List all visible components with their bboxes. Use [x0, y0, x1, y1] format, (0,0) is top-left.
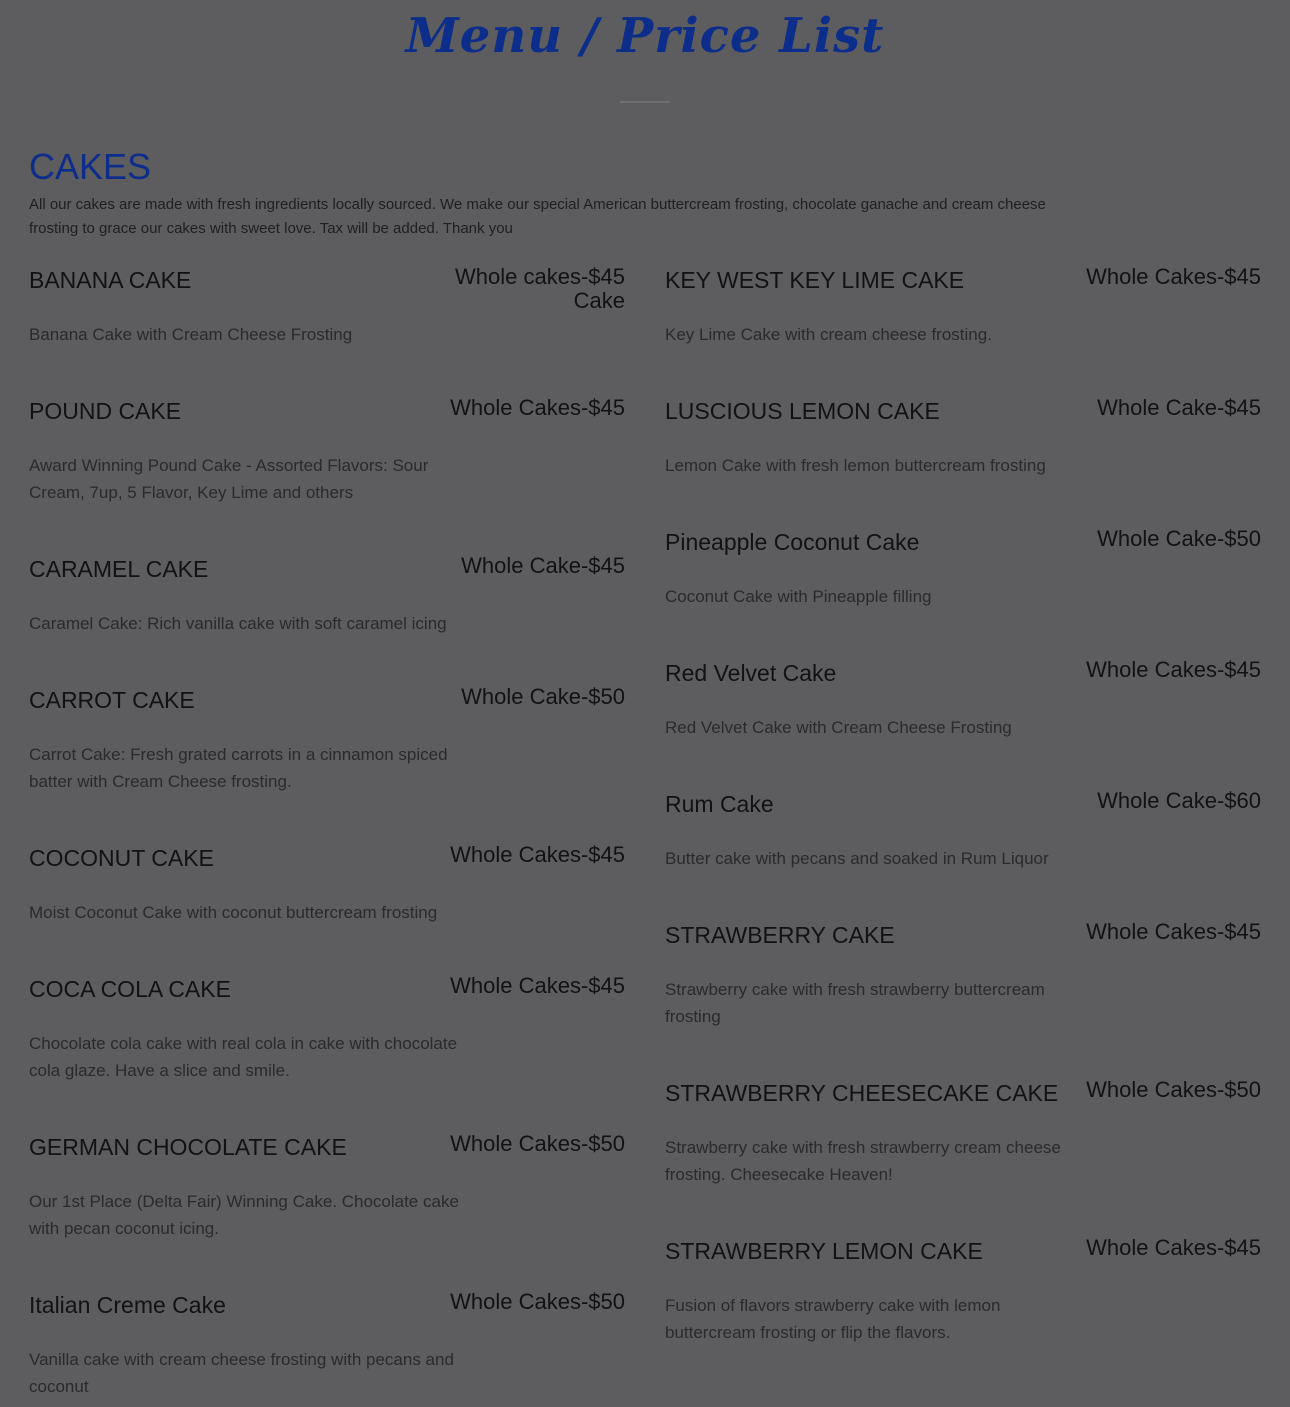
item-name: KEY WEST KEY LIME CAKE: [665, 267, 965, 293]
item-price: Whole cakes-$45 Cake: [455, 264, 625, 313]
menu-item: [29, 1287, 625, 1407]
item-description: Moist Coconut Cake with coconut buttercream frosting: [29, 903, 438, 922]
menu-item: [29, 971, 625, 1129]
menu-item: [29, 682, 625, 840]
menu-item: [665, 786, 1261, 917]
item-price: Whole Cakes-$45: [1086, 1235, 1261, 1260]
item-name: GERMAN CHOCOLATE CAKE: [29, 1134, 347, 1160]
item-price: Whole Cakes-$45: [450, 842, 625, 867]
menu-column-right: [665, 262, 1261, 1353]
item-price: Whole Cakes-$50: [450, 1131, 625, 1156]
menu-item: [665, 524, 1261, 655]
item-price: Whole Cake-$50: [1097, 526, 1261, 551]
item-price: Whole Cake-$60: [1097, 788, 1261, 813]
section-description: All our cakes are made with fresh ingredients locally sourced. We make our special American buttercream frosting, chocolate ganache and cream cheese frosting to grace our cakes with sweet love. Tax will be added. Thank you: [29, 196, 1046, 237]
item-price: Whole Cakes-$45: [450, 973, 625, 998]
item-description: Strawberry cake with fresh strawberry buttercream frosting: [665, 980, 1045, 1026]
item-price: Whole Cakes-$50: [450, 1289, 625, 1314]
menu-item: [29, 1129, 625, 1287]
item-name: POUND CAKE: [29, 398, 182, 424]
menu-item: [665, 393, 1261, 524]
item-name: STRAWBERRY LEMON CAKE: [665, 1238, 983, 1264]
item-description: Chocolate cola cake with real cola in cake with chocolate cola glaze. Have a slice and smile.: [29, 1034, 458, 1080]
menu-item: [29, 393, 625, 551]
menu-column-left: [29, 262, 625, 1407]
menu-item: [29, 551, 625, 682]
item-description: Red Velvet Cake with Cream Cheese Frosting: [665, 718, 1012, 737]
item-name: CARAMEL CAKE: [29, 556, 209, 582]
item-price: Whole Cake-$45: [461, 553, 625, 578]
item-name: Italian Creme Cake: [29, 1292, 226, 1318]
item-name: BANANA CAKE: [29, 267, 192, 293]
item-name: LUSCIOUS LEMON CAKE: [665, 398, 940, 424]
title-divider: [620, 101, 670, 103]
item-description: Our 1st Place (Delta Fair) Winning Cake. Chocolate cake with pecan coconut icing.: [29, 1192, 459, 1238]
item-price: Whole Cakes-$50: [1086, 1077, 1261, 1102]
item-description: Coconut Cake with Pineapple filling: [665, 587, 932, 606]
section-title: CAKES: [29, 146, 152, 187]
menu-item: [665, 262, 1261, 393]
item-name: COCA COLA CAKE: [29, 976, 231, 1002]
item-description: Fusion of flavors strawberry cake with lemon buttercream frosting or flip the flavors.: [665, 1296, 1001, 1342]
item-price: Whole Cakes-$45: [1086, 919, 1261, 944]
menu-item: [665, 917, 1261, 1075]
menu-item: [665, 655, 1261, 786]
item-price: Whole Cake-$50: [461, 684, 625, 709]
item-name: Rum Cake: [665, 791, 774, 817]
item-description: Strawberry cake with fresh strawberry cream cheese frosting. Cheesecake Heaven!: [665, 1138, 1061, 1184]
item-name: COCONUT CAKE: [29, 845, 214, 871]
item-name: CARROT CAKE: [29, 687, 195, 713]
item-name: Pineapple Coconut Cake: [665, 529, 920, 555]
item-description: Lemon Cake with fresh lemon buttercream frosting: [665, 456, 1046, 475]
menu-item: [29, 262, 625, 393]
item-description: Vanilla cake with cream cheese frosting with pecans and coconut: [29, 1350, 454, 1396]
item-price: Whole Cakes-$45: [1086, 264, 1261, 289]
item-name: Red Velvet Cake: [665, 660, 837, 686]
menu-item: [665, 1075, 1261, 1233]
item-name: STRAWBERRY CAKE: [665, 922, 895, 948]
item-description: Banana Cake with Cream Cheese Frosting: [29, 325, 353, 344]
item-description: Caramel Cake: Rich vanilla cake with soft caramel icing: [29, 614, 447, 633]
item-description: Carrot Cake: Fresh grated carrots in a cinnamon spiced batter with Cream Cheese frosting.: [29, 745, 448, 791]
menu-item: [29, 840, 625, 971]
item-description: Award Winning Pound Cake - Assorted Flavors: Sour Cream, 7up, 5 Flavor, Key Lime and others: [29, 456, 429, 502]
item-description: Key Lime Cake with cream cheese frosting.: [665, 325, 992, 344]
item-price: Whole Cake-$45: [1097, 395, 1261, 420]
item-price: Whole Cakes-$45: [1086, 657, 1261, 682]
page-title: Menu / Price List: [405, 8, 885, 64]
item-price: Whole Cakes-$45: [450, 395, 625, 420]
item-name: STRAWBERRY CHEESECAKE CAKE: [665, 1080, 1059, 1106]
item-description: Butter cake with pecans and soaked in Rum Liquor: [665, 849, 1049, 868]
menu-item: [665, 1233, 1261, 1353]
